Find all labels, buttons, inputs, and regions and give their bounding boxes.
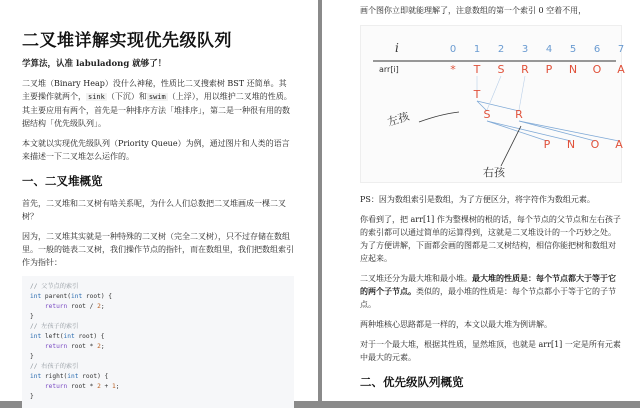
code-token: }: [30, 353, 34, 360]
heap-array-figure: [360, 25, 625, 183]
code-token: root *: [67, 383, 98, 390]
tree-node: A: [615, 138, 623, 151]
ps-paragraph: PS：因为数组索引是数组，为了方便区分，将字符作为数组元素。: [360, 195, 595, 204]
code-token: int: [30, 333, 42, 340]
max-heap-property: 最大堆的性质是：每个节点都大于等于它的两个子节点。: [360, 273, 616, 296]
index-label: 4: [545, 44, 553, 55]
sink-code: sink: [88, 93, 105, 101]
tree-node: R: [515, 108, 523, 121]
array-value: A: [617, 63, 625, 76]
code-token: int: [30, 373, 42, 380]
code-token: root /: [67, 303, 98, 310]
array-value: S: [497, 63, 505, 76]
heap-types-paragraph: [360, 272, 622, 311]
annotation-right-child: 右孩: [483, 166, 505, 179]
annotation-arrow: [501, 126, 521, 166]
figure-intro: 画个图你立即就能理解了，注意数组的第一个索引 0 空着不用，: [360, 6, 587, 15]
array-paragraph: 因为，二叉堆其实就是一种特殊的二叉树（完全二叉树），只不过存储在数组里。一般的链表二叉树，我们操作节点的指针，而在数组里，我们把数组索引作为指针：: [22, 232, 294, 267]
code-token: int: [63, 333, 75, 340]
array-value: O: [592, 63, 602, 76]
code-token: int: [30, 293, 42, 300]
code-comment: // 右孩子的索引: [30, 363, 79, 370]
code-token: int: [67, 373, 79, 380]
section-heading-overview: 一、二叉堆概览: [22, 174, 103, 188]
index-label: 5: [569, 44, 577, 55]
index-label: 6: [593, 44, 601, 55]
code-token: root *: [67, 343, 98, 350]
intro-text-c: （上浮），用以维护二叉堆的性质。其主要应用有两个，首先是一种排序方法「堆排序」，第二是一种很有用的数据结构「优先级队列」。: [22, 92, 292, 128]
tree-edge: [487, 121, 547, 141]
code-token: right(: [41, 373, 68, 380]
heap-types-text: 二叉堆还分为最大堆和最小堆。: [360, 274, 472, 283]
code-token: +: [100, 383, 112, 390]
code-token: int: [71, 293, 83, 300]
code-token: 1: [112, 383, 116, 390]
intro-text-a: 二叉堆（Binary Heap）没什么神秘，性质比二叉搜索树 BST 还简单。其主要操作就两个，: [22, 79, 287, 101]
code-token: parent(: [41, 293, 71, 300]
code-token: }: [30, 393, 34, 400]
left-page: [0, 0, 318, 401]
swim-code: swim: [148, 93, 166, 101]
index-label: 1: [473, 44, 481, 55]
index-label: 0: [449, 44, 457, 55]
code-comment: // 左孩子的索引: [30, 323, 79, 330]
array-value: T: [473, 63, 481, 76]
array-row-label: arr[i]: [379, 65, 399, 74]
array-value: P: [545, 63, 553, 76]
array-value: R: [521, 63, 529, 76]
code-token: return: [30, 303, 68, 310]
intro-paragraph: [22, 77, 294, 130]
code-token: return: [30, 383, 68, 390]
code-block: // 父节点的索引 int parent(int root) { return root / 2; } // 左孩子的索引 int left(int root) { return root * 2; } // 右孩子的索引 int right(int root) { return root * 2 + 1; }: [22, 276, 294, 408]
heap-array-diagram: [361, 26, 623, 182]
code-token: root) {: [82, 293, 112, 300]
article-title: 二叉堆详解实现优先级队列: [22, 31, 232, 51]
code-token: }: [30, 313, 34, 320]
section-heading-pq: 二、优先级队列概览: [360, 375, 464, 389]
relation-paragraph: 首先，二叉堆和二叉树有啥关系呢，为什么人们总数把二叉堆画成一棵二叉树？: [22, 199, 286, 221]
max-heap-top-paragraph: 对于一个最大堆，根据其性质，显然堆顶，也就是 arr[1] 一定是所有元素中最大的元素。: [360, 340, 621, 362]
code-token: root) {: [74, 333, 105, 340]
slot-link: [519, 76, 525, 110]
tagline: 学算法，认准 labuladong 就够了！: [22, 59, 167, 69]
index-label: 2: [497, 44, 505, 55]
code-token: root) {: [78, 373, 109, 380]
code-comment: // 父节点的索引: [30, 283, 79, 290]
tree-node: P: [543, 138, 551, 151]
code-token: left(: [41, 333, 64, 340]
array-value: N: [568, 63, 578, 76]
right-page: [322, 0, 640, 401]
purpose-paragraph: 本文就以实现优先级队列（Priority Queue）为例，通过图片和人类的语言来描述一下二叉堆怎么运作的。: [22, 139, 290, 161]
root-paragraph: 你看到了，把 arr[1] 作为整棵树的根的话，每个节点的父节点和左右孩子的索引都可以通过简单的运算得到，这就是二叉堆设计的一个巧妙之处。为了方便讲解，下面都会画的图都是二叉树结构，相信你能把树和数组对应起来。: [360, 215, 621, 263]
intro-text-b: （下沉）和: [106, 92, 147, 101]
tree-node: N: [566, 138, 576, 151]
tree-node: T: [473, 88, 481, 101]
code-token: 2: [97, 383, 101, 390]
tree-node: O: [590, 138, 600, 151]
core-idea-paragraph: 两种堆核心思路都是一样的，本文以最大堆为例讲解。: [360, 320, 552, 329]
tree-node: S: [483, 108, 491, 121]
min-heap-text: 类似的，最小堆的性质是：每个节点都小于等于它的子节点。: [360, 287, 616, 309]
code-token: 2: [97, 343, 101, 350]
code-token: return: [30, 343, 68, 350]
annotation-arrow: [419, 112, 459, 122]
code-token: 2: [97, 303, 101, 310]
index-label: 7: [617, 44, 625, 55]
annotation-left-child: 左孩: [385, 109, 411, 129]
array-value: *: [450, 63, 456, 76]
index-label: 3: [521, 44, 529, 55]
index-row-label: i: [395, 41, 399, 55]
